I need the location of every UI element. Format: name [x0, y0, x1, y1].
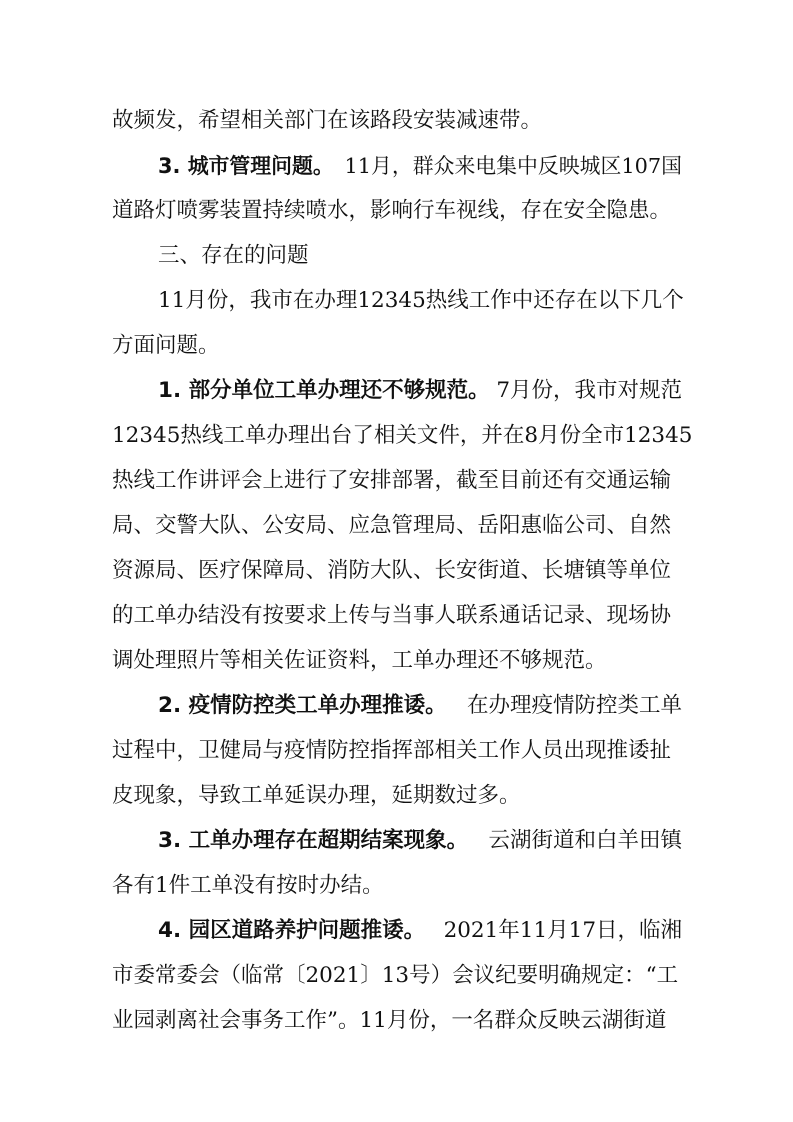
- text-line-12: [112, 596, 682, 636]
- line-text: 资源局、医疗保障局、消防大队、长安街道、长塘镇等单位: [112, 558, 672, 583]
- text-line-8: [112, 416, 693, 456]
- text-line-16: [112, 776, 682, 816]
- text-line-2: [158, 146, 682, 186]
- line-text: 故频发，希望相关部门在该路段安装减速带。: [112, 108, 543, 133]
- text-line-18: [112, 866, 682, 906]
- heading-epidemic-shirking: 2. 疫情防控类工单办理推诿。: [158, 693, 447, 718]
- line-text: 在办理疫情防控类工单: [466, 693, 682, 718]
- line-text: 热线工作讲评会上进行了安排部署，截至目前还有交通运输: [112, 468, 672, 493]
- text-line-13: [112, 641, 682, 681]
- text-line-21: [112, 1001, 682, 1041]
- line-text: 三、存在的问题: [158, 243, 309, 268]
- heading-park-road-maintenance: 4. 园区道路养护问题推诿。: [158, 918, 426, 943]
- text-line-20: [112, 956, 682, 996]
- text-line-9: [112, 461, 682, 501]
- line-text: 11月，群众来电集中反映城区107国: [344, 154, 682, 178]
- heading-overdue-closure: 3. 工单办理存在超期结案现象。: [158, 828, 469, 853]
- text-line-10: [112, 506, 682, 546]
- line-text: 业园剥离社会事务工作”。11月份，一名群众反映云湖街道: [112, 1008, 667, 1033]
- line-text: 云湖街道和白羊田镇: [488, 828, 682, 853]
- heading-city-management: 3. 城市管理问题。: [158, 154, 334, 178]
- text-line-19: [158, 911, 682, 951]
- line-text: 7月份，我市对规范: [496, 378, 682, 403]
- line-text: 局、交警大队、公安局、应急管理局、岳阳惠临公司、自然: [112, 513, 672, 538]
- line-text: 12345热线工单办理出台了相关文件，并在8月份全市12345: [112, 423, 693, 448]
- text-line-5: [158, 281, 682, 321]
- text-line-15: [112, 731, 682, 771]
- text-line-7: [158, 371, 682, 411]
- line-text: 的工单办结没有按要求上传与当事人联系通话记录、现场协: [112, 603, 672, 628]
- line-text: 各有1件工单没有按时办结。: [112, 873, 384, 898]
- line-text: 2021年11月17日，临湘: [443, 918, 682, 943]
- text-line-14: [158, 686, 682, 726]
- line-text: 11月份，我市在办理12345热线工作中还存在以下几个: [158, 288, 684, 313]
- line-text: 过程中，卫健局与疫情防控指挥部相关工作人员出现推诿扯: [112, 738, 672, 763]
- section-heading-existing-problems: [158, 236, 682, 276]
- line-text: 道路灯喷雾装置持续喷水，影响行车视线，存在安全隐患。: [112, 198, 672, 223]
- heading-work-order-standard: 1. 部分单位工单办理还不够规范。: [158, 378, 490, 403]
- text-line-3: [112, 191, 682, 231]
- text-line-1: [112, 101, 682, 141]
- line-text: 市委常委会（临常〔2021〕13号）会议纪要明确规定：“工: [112, 963, 679, 988]
- text-line-17: [158, 821, 682, 861]
- line-text: 调处理照片等相关佐证资料，工单办理还不够规范。: [112, 648, 607, 673]
- line-text: 方面问题。: [112, 333, 220, 358]
- text-line-6: [112, 326, 682, 366]
- line-text: 皮现象，导致工单延误办理，延期数过多。: [112, 783, 521, 808]
- text-line-11: [112, 551, 682, 591]
